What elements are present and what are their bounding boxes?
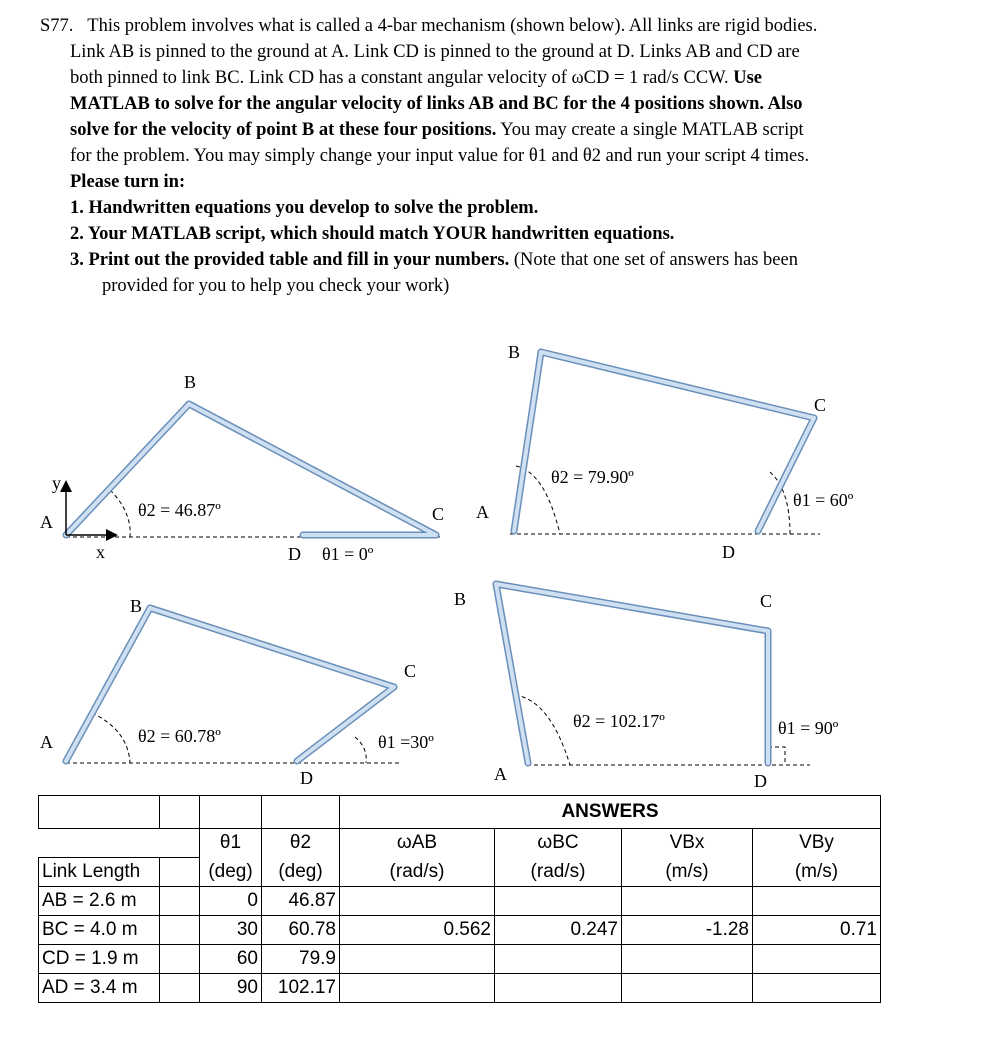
angle-arc-fig3: [92, 713, 130, 763]
problem-line-5: solve for the velocity of point B at these four positions. You may create a single MATLAB script: [70, 120, 804, 140]
label-d-fig4: D: [754, 771, 767, 791]
turn-in-heading: Please turn in:: [70, 172, 186, 192]
label-b-fig1: B: [184, 372, 197, 392]
cell-vbx: [622, 974, 753, 1003]
label-c-fig4: C: [760, 591, 773, 611]
turn-in-item-1: 1. Handwritten equations you develop to solve the problem.: [70, 198, 539, 218]
cell-wbc: [495, 974, 622, 1003]
label-a-fig3: A: [40, 732, 53, 752]
header-vby-unit: (m/s): [753, 858, 881, 887]
label-a-fig4: A: [494, 764, 507, 784]
table-row: [39, 887, 881, 916]
cell-link: AD = 3.4 m: [39, 974, 160, 1003]
angle-arc-fig1: [110, 490, 130, 537]
table-row: [39, 945, 881, 974]
cell-wbc: 0.247: [495, 916, 622, 945]
header-theta1: θ1: [200, 829, 262, 858]
cell-vby: [753, 974, 881, 1003]
label-d-fig3: D: [300, 768, 313, 788]
label-c-fig3: C: [404, 661, 417, 681]
theta1-label-fig4: θ1 = 90º: [778, 718, 839, 738]
cell-wab: [340, 945, 495, 974]
table-row: [39, 974, 881, 1003]
cell-vbx: [622, 945, 753, 974]
cell-theta1: 30: [200, 916, 262, 945]
header-vbx: VBx: [622, 829, 753, 858]
label-a-fig1: A: [40, 512, 53, 532]
cell-vby: [753, 887, 881, 916]
header-vbx-unit: (m/s): [622, 858, 753, 887]
turn-in-item-3: 3. Print out the provided table and fill in your numbers. (Note that one set of answers has been: [70, 250, 798, 270]
header-vby: VBy: [753, 829, 881, 858]
table-row: [39, 916, 881, 945]
cell-wab: 0.562: [340, 916, 495, 945]
cell-wab: [340, 974, 495, 1003]
cell-theta2: 60.78: [262, 916, 340, 945]
turn-in-item-2: 2. Your MATLAB script, which should match YOUR handwritten equations.: [70, 224, 675, 244]
cell-link: AB = 2.6 m: [39, 887, 160, 916]
cell-theta2: 102.17: [262, 974, 340, 1003]
cell-theta1: 0: [200, 887, 262, 916]
answers-table: [38, 795, 881, 1003]
theta1-label-fig3: θ1 =30º: [378, 732, 434, 752]
label-d-fig1: D: [288, 544, 301, 564]
cell-wab: [340, 887, 495, 916]
answers-heading: ANSWERS: [340, 796, 881, 829]
problem-number: S77.: [40, 16, 74, 36]
header-theta2-unit: (deg): [262, 858, 340, 887]
header-theta2: θ2: [262, 829, 340, 858]
problem-line-1: S77. This problem involves what is called a 4-bar mechanism (shown below). All links are rigid bodies.: [40, 16, 818, 36]
cell-vby: 0.71: [753, 916, 881, 945]
header-theta1-unit: (deg): [200, 858, 262, 887]
problem-line-2: Link AB is pinned to the ground at A. Link CD is pinned to the ground at D. Links AB and CD are: [70, 42, 800, 62]
label-c-fig1: C: [432, 504, 445, 524]
header-wbc-unit: (rad/s): [495, 858, 622, 887]
cell-vby: [753, 945, 881, 974]
label-c-fig2: C: [814, 395, 827, 415]
header-wab-unit: (rad/s): [340, 858, 495, 887]
label-a-fig2: A: [476, 502, 489, 522]
cell-wbc: [495, 887, 622, 916]
theta2-label-fig3: θ2 = 60.78º: [138, 726, 221, 746]
angle-arc-fig3-theta1: [355, 737, 366, 763]
cell-theta2: 46.87: [262, 887, 340, 916]
theta2-label-fig1: θ2 = 46.87º: [138, 500, 221, 520]
problem-line-3: both pinned to link BC. Link CD has a constant angular velocity of ωCD = 1 rad/s CCW. Use: [70, 68, 762, 88]
label-b-fig2: B: [508, 342, 521, 362]
problem-line-6: for the problem. You may simply change your input value for θ1 and θ2 and run your script 4 times.: [70, 146, 810, 166]
cell-wbc: [495, 945, 622, 974]
theta1-label-fig2: θ1 = 60º: [793, 490, 854, 510]
cell-theta2: 79.9: [262, 945, 340, 974]
label-b-fig4: B: [454, 589, 467, 609]
header-link-length: Link Length: [39, 858, 160, 887]
cell-vbx: -1.28: [622, 916, 753, 945]
cell-link: CD = 1.9 m: [39, 945, 160, 974]
label-b-fig3: B: [130, 596, 143, 616]
turn-in-item-3-cont: provided for you to help you check your work): [102, 276, 450, 296]
label-y-axis: y: [52, 473, 61, 493]
theta2-label-fig4: θ2 = 102.17º: [573, 711, 665, 731]
cell-vbx: [622, 887, 753, 916]
cell-theta1: 90: [200, 974, 262, 1003]
header-wbc: ωBC: [495, 829, 622, 858]
label-x-axis: x: [96, 542, 105, 562]
cell-theta1: 60: [200, 945, 262, 974]
problem-line-4: MATLAB to solve for the angular velocity of links AB and BC for the 4 positions shown. Also: [70, 94, 803, 114]
theta2-label-fig2: θ2 = 79.90º: [551, 467, 634, 487]
label-d-fig2: D: [722, 542, 735, 562]
theta1-label-fig1: θ1 = 0º: [322, 544, 374, 564]
header-wab: ωAB: [340, 829, 495, 858]
cell-link: BC = 4.0 m: [39, 916, 160, 945]
